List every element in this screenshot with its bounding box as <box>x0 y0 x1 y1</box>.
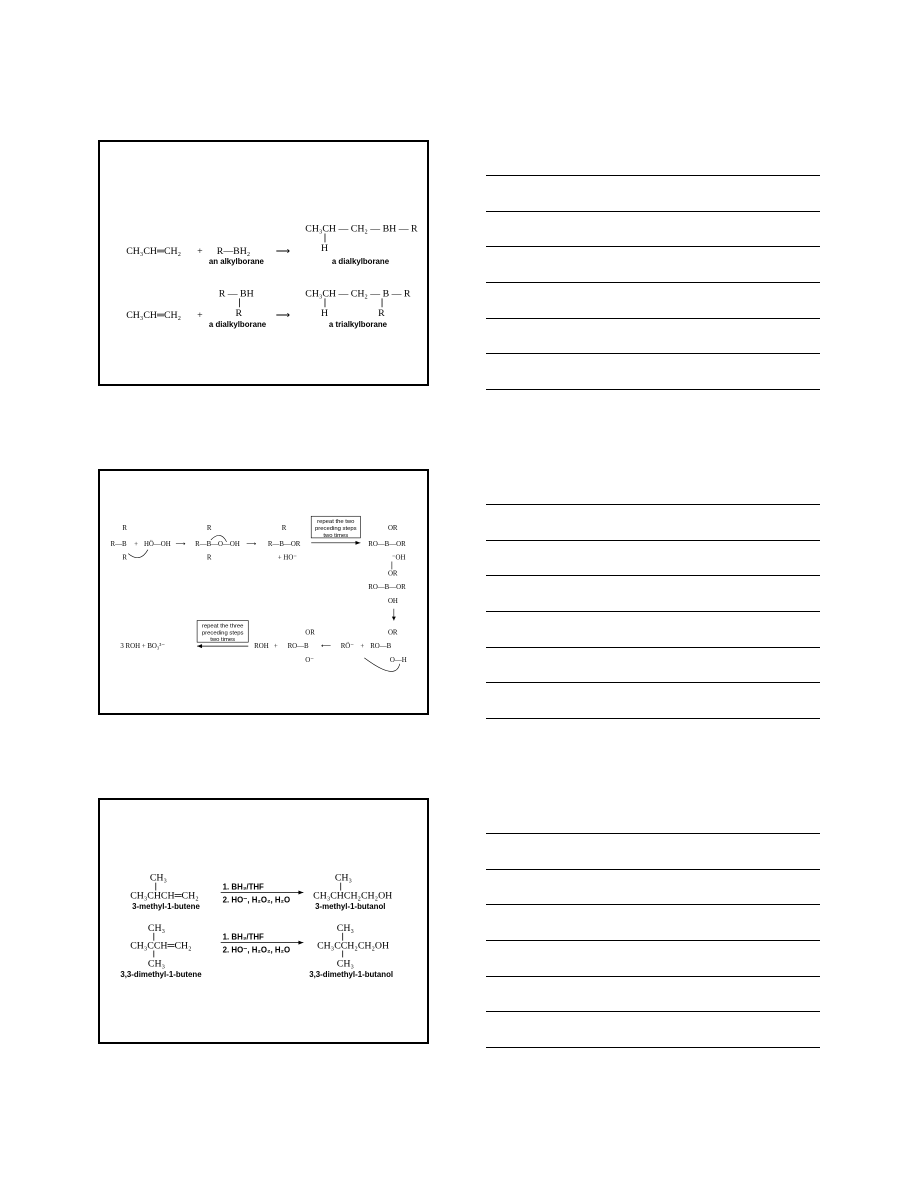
m-borate-oh: O—H <box>389 656 407 664</box>
m-repeat-three-1: repeat the three <box>201 623 244 630</box>
slide-3-diagram <box>100 800 427 1042</box>
note-line <box>486 869 820 870</box>
m-r-top: R <box>122 525 127 533</box>
r1-arrow: ⟶ <box>275 246 290 258</box>
note-line <box>486 211 820 212</box>
slide-3 <box>98 798 429 1044</box>
s3-r2-cond2: 2. HO⁻, H₂O₂, H₂O <box>222 945 291 955</box>
m-tetra-or: OR <box>387 570 398 578</box>
m-rob: RO—B <box>287 643 309 651</box>
note-line <box>486 1011 820 1012</box>
note-line <box>486 1047 820 1048</box>
note-line <box>486 389 820 390</box>
m-r-bottom: R <box>122 554 127 562</box>
r2-plus: + <box>197 310 203 322</box>
r1-plus: + <box>197 246 203 258</box>
note-line <box>486 246 820 247</box>
s3-r2-reactant-label: 3,3-dimethyl-1-butene <box>120 970 202 980</box>
note-line <box>486 611 820 612</box>
s3-r1-reactant-label: 3-methyl-1-butene <box>132 902 200 912</box>
r2-reactant: CH₃CH═CH₂ <box>126 310 182 322</box>
m-borate-or: OR <box>387 629 398 637</box>
r2-product: CH₃CH — CH₂ — B — R <box>305 288 411 300</box>
m-repeat-two-2: preceding steps <box>315 526 357 533</box>
m-rob-or: OR <box>305 629 315 637</box>
r1-reagent: R—BH₂ <box>216 246 251 258</box>
m-plus-2: + <box>360 643 365 651</box>
m-arrow3: ⟵ <box>321 643 331 651</box>
note-line <box>486 353 820 354</box>
r1-product: CH₃CH — CH₂ — BH — R <box>305 223 418 235</box>
m-final: 3 ROH + BO₃³⁻ <box>120 643 165 651</box>
m-tetra: RO—B—OR <box>368 584 406 592</box>
m-trialkoxy-or: OR <box>387 525 398 533</box>
m-hydroperoxide: HÖ—OH <box>143 540 171 548</box>
s3-r1-product-top: CH₃ <box>334 872 352 884</box>
slide-2 <box>98 469 429 715</box>
m-arrow2: ⟶ <box>246 540 257 548</box>
slide-2-diagram <box>100 471 427 713</box>
s3-r1-cond1: 1. BH₃/THF <box>222 882 264 892</box>
s3-r1-product-label: 3-methyl-1-butanol <box>315 902 386 912</box>
m-migration: R—B—OR <box>267 540 301 548</box>
note-line <box>486 682 820 683</box>
r2-reagent-label: a dialkylborane <box>208 319 267 329</box>
s3-r1-reactant: CH₃CHCH═CH₂ <box>130 890 199 902</box>
m-adduct: R—B—O—OH <box>195 540 240 548</box>
m-arrow1: ⟶ <box>175 540 186 548</box>
note-line <box>486 940 820 941</box>
slide-1 <box>98 140 429 386</box>
r1-reactant: CH₃CH═CH₂ <box>126 246 182 258</box>
m-repeat-three-2: preceding steps <box>201 630 244 637</box>
r2-reagent: R — BH <box>218 288 254 300</box>
m-trialkylborane: R—B <box>110 540 127 548</box>
m-trialkoxy: RO—B—OR <box>368 540 406 548</box>
note-line <box>486 504 820 505</box>
r2-reagent-r: R <box>235 308 243 320</box>
s3-r2-reactant: CH₃CCH═CH₂ <box>130 940 192 952</box>
m-plus-3: + <box>273 643 278 651</box>
m-plus: + <box>134 540 139 548</box>
s3-r2-product-bottom: CH₃ <box>336 958 354 970</box>
s3-r2-reactant-top: CH₃ <box>147 922 166 934</box>
s3-r2-product-label: 3,3-dimethyl-1-butanol <box>309 970 394 980</box>
note-line <box>486 904 820 905</box>
m-repeat-two-1: repeat the two <box>317 519 355 526</box>
s3-r1-cond2: 2. HO⁻, H₂O₂, H₂O <box>222 895 291 905</box>
slide-1-diagram <box>100 142 427 384</box>
m-repeat-three-3: two times <box>210 637 236 644</box>
r2-product-label: a trialkylborane <box>328 319 388 329</box>
r1-product-label: a dialkylborane <box>331 256 390 266</box>
note-line <box>486 318 820 319</box>
r2-arrow: ⟶ <box>275 310 290 322</box>
note-line <box>486 647 820 648</box>
s3-r2-reactant-bottom: CH₃ <box>147 958 166 970</box>
r1-product-h: H <box>321 243 329 255</box>
m-migration-r: R <box>281 525 287 533</box>
m-borate: RO—B <box>370 643 392 651</box>
m-oh-minus: ⁻OH <box>391 554 406 562</box>
m-roh: ROH <box>254 643 269 651</box>
m-repeat-two-3: two times <box>323 532 349 539</box>
note-line <box>486 833 820 834</box>
m-adduct-r-top: R <box>206 525 212 533</box>
note-line <box>486 976 820 977</box>
s3-r1-reactant-top: CH₃ <box>149 872 167 884</box>
s3-r2-product: CH₃CCH₂CH₂OH <box>317 940 390 952</box>
r1-reagent-label: an alkylborane <box>208 256 264 266</box>
note-line <box>486 540 820 541</box>
note-line <box>486 175 820 176</box>
s3-r2-product-top: CH₃ <box>336 922 354 934</box>
m-tetra-oh: OH <box>387 597 398 605</box>
s3-r1-product: CH₃CHCH₂CH₂OH <box>313 890 393 902</box>
m-rob-o-minus: O⁻ <box>305 656 314 664</box>
m-adduct-r-bottom: R <box>206 554 212 562</box>
m-alkoxide: RÖ⁻ <box>340 643 354 651</box>
m-hydroxide: + HO⁻ <box>277 554 297 562</box>
note-line <box>486 575 820 576</box>
note-line <box>486 282 820 283</box>
note-line <box>486 718 820 719</box>
r2-product-r: R <box>378 308 385 320</box>
r2-product-h: H <box>321 308 329 320</box>
s3-r2-cond1: 1. BH₃/THF <box>222 932 264 942</box>
